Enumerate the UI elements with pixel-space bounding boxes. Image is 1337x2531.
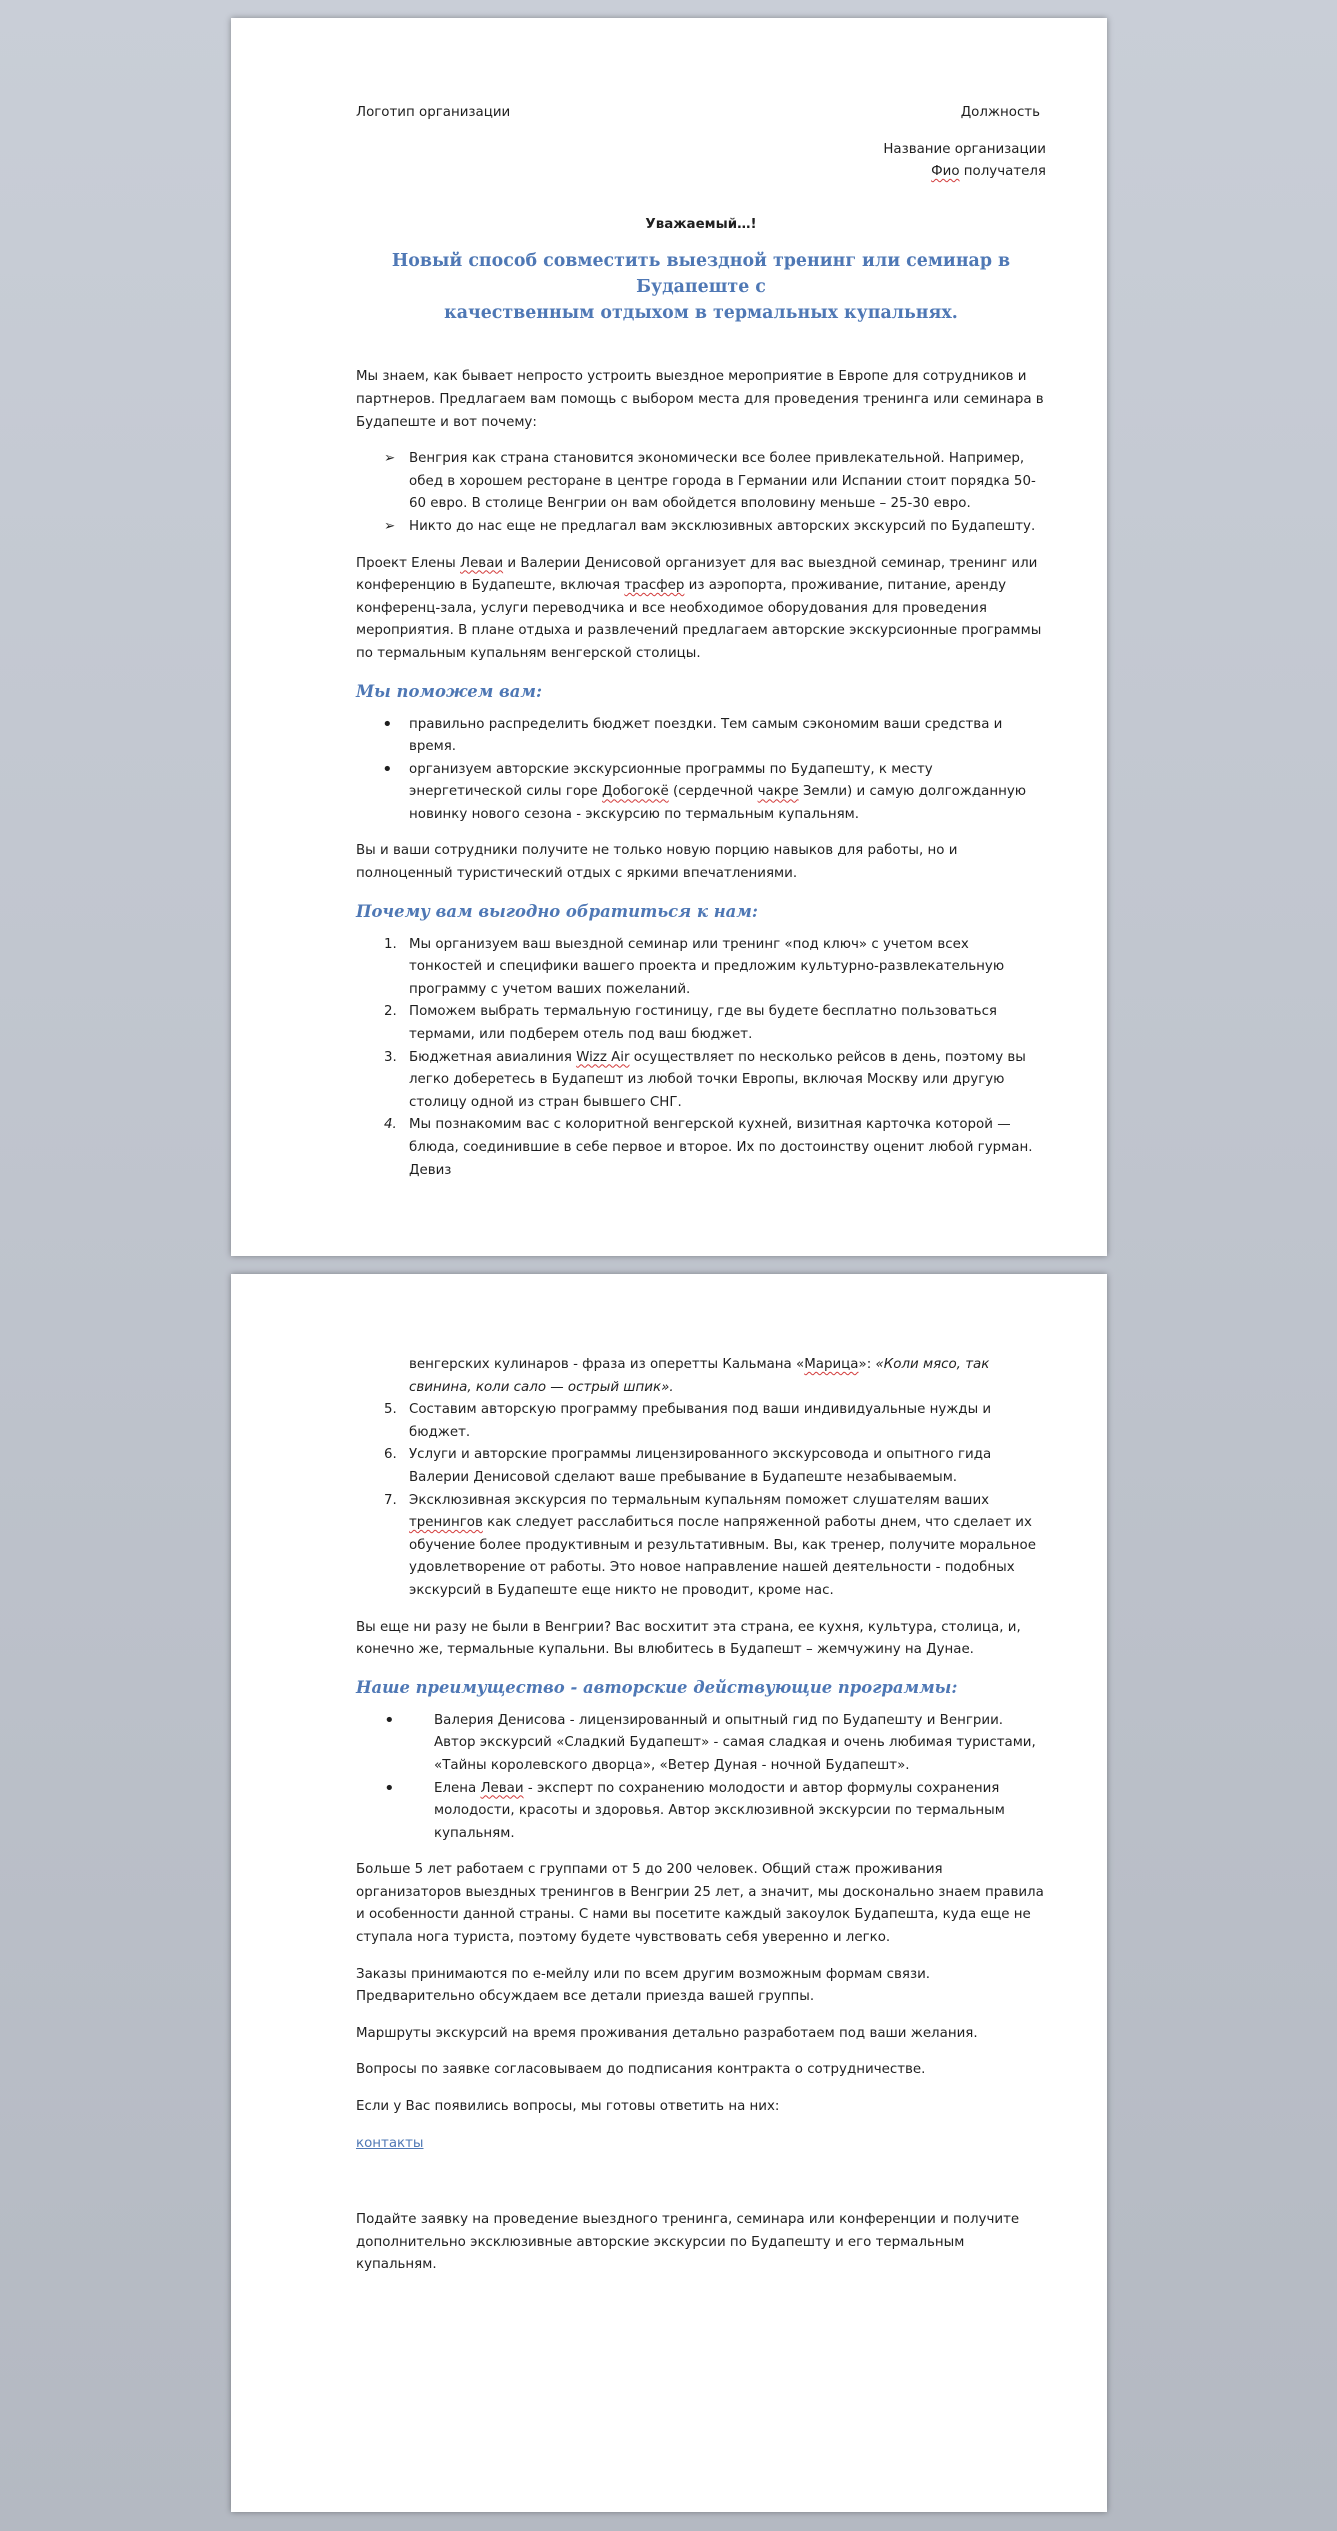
- greeting: Уважаемый…!: [645, 216, 757, 232]
- document-page-1: [231, 18, 1107, 1256]
- title-line-1: Новый способ совместить выездной тренинг или семинар в Будапеште с: [391, 251, 1011, 298]
- bullet-dot-icon: •: [382, 713, 393, 735]
- orders-paragraph: Заказы принимаются по е-мейлу или по всем другим возможным формам связи. Предварительно обсуждаем все детали приезда вашей группы.: [356, 1966, 931, 2005]
- help-list: [356, 714, 1046, 827]
- recipient-name: [356, 161, 1046, 184]
- list-item: [356, 448, 1046, 516]
- advantage-heading: Наше преимущество - авторские действующие программы:: [356, 1677, 958, 1697]
- logo-placeholder: Логотип организации: [356, 105, 511, 120]
- hungary-paragraph: Вы еще ни разу не были в Венгрии? Вас восхитит эта страна, ее кухня, культура, столица, и, конечно же, термальные купальни. Вы влюбитесь в Будапешт – жемчужину на Дунае.: [356, 1619, 1021, 1658]
- list-number: 6.: [384, 1447, 397, 1463]
- text-run: Бюджетная авиалиния: [409, 1049, 577, 1065]
- spellcheck-word: Леваи: [460, 555, 504, 571]
- help-heading: Мы поможем вам:: [356, 681, 543, 701]
- list-item: [356, 759, 1046, 827]
- text-run: организуем авторские экскурсионные программы по Будапешту, к месту энергетической силы горе: [409, 761, 933, 800]
- list-number: 7.: [384, 1492, 397, 1508]
- list-item: [356, 934, 1046, 1002]
- spellcheck-word: Добогокё: [602, 784, 669, 800]
- text-run: Елена: [434, 1780, 481, 1796]
- text-run: как следует расслабиться после напряженной работы днем, что сделает их обучение более продуктивным и результативным. Вы, как тренер, получите моральное удовлетворение от работы. Это новое направление нашей деятельности - подобных экскурсий в Будапеште еще никто не проводит, кроме нас.: [409, 1515, 1036, 1598]
- spellcheck-word: Wizz Air: [576, 1049, 630, 1065]
- spellcheck-word: Леваи: [480, 1780, 524, 1796]
- bullet-dot-icon: •: [384, 1709, 395, 1731]
- text-run: Эксклюзивная экскурсия по термальным купальням поможет слушателям ваших: [409, 1492, 990, 1508]
- spellcheck-word: Фио: [931, 164, 960, 180]
- project-paragraph: [356, 553, 1046, 666]
- list-number: 3.: [384, 1049, 397, 1065]
- arrow-bullet-icon: ➢: [384, 451, 396, 467]
- text-run: и Валерии Денисовой организует для вас выездной семинар, тренинг или конференцию в Будапеште, включая: [356, 555, 1038, 594]
- spellcheck-word: трасфер: [624, 578, 685, 594]
- list-number: 5.: [384, 1402, 397, 1418]
- list-item: [356, 1444, 1046, 1489]
- list-item-text: Мы организуем ваш выездной семинар или тренинг «под ключ» с учетом всех тонкостей и специфики вашего проекта и предложим культурно-развлекательную программу с учетом ваших пожеланий.: [409, 936, 1005, 997]
- contacts-link[interactable]: контакты: [356, 2135, 424, 2151]
- spellcheck-word: чакре: [757, 784, 799, 800]
- list-item: [356, 1047, 1046, 1115]
- list-number: 4.: [384, 1117, 397, 1133]
- recipient-text: получателя: [959, 164, 1046, 180]
- list-item-text: Составим авторскую программу пребывания под ваши индивидуальные нужды и бюджет.: [409, 1402, 992, 1440]
- experience-paragraph: Больше 5 лет работаем с группами от 5 до 200 человек. Общий стаж проживания организаторов выездных тренингов в Венгрии 25 лет, а значит, мы досконально знаем правила и особенности данной страны. С нами вы посетите каждый закоулок Будапешта, куда еще не ступала нога туриста, поэтому будете чувствовать себя уверенно и легко.: [356, 1862, 1044, 1946]
- list-item-text: Поможем выбрать термальную гостиницу, где вы будете бесплатно пользоваться термами, или подберем отель под ваш бюджет.: [409, 1004, 997, 1043]
- organization-name: Название организации: [883, 141, 1046, 157]
- document-page-2: [231, 1274, 1107, 2512]
- list-item: [356, 1710, 1046, 1778]
- document-title: [356, 248, 1046, 326]
- list-item-text: Мы познакомим вас с колоритной венгерской кухней, визитная карточка которой — блюда, соединившие в себе первое и второе. Их по достоинству оценит любой гурман. Девиз: [409, 1117, 1033, 1178]
- closing-paragraph: Подайте заявку на проведение выездного тренинга, семинара или конференции и получите дополнительно эксклюзивные авторские экскурсии по Будапешту и его термальным купальням.: [356, 2212, 1020, 2273]
- operetta-quote: «Коли мясо, так свинина, коли сало — острый шпик».: [409, 1357, 990, 1395]
- list-item: [356, 1490, 1046, 1603]
- list-number: 2.: [384, 1004, 397, 1020]
- spellcheck-word: Марица: [804, 1357, 859, 1372]
- why-list: [356, 934, 1046, 1183]
- list-item: [356, 1399, 1046, 1444]
- list-item: [356, 1114, 1046, 1182]
- bullet-dot-icon: •: [384, 1777, 395, 1799]
- list-item-text: Валерия Денисова - лицензированный и опытный гид по Будапешту и Венгрии. Автор экскурсий «Сладкий Будапешт» - самая сладкая и очень любимая туристами, «Тайны королевского дворца», «Ветер Дуная - ночной Будапешт».: [434, 1712, 1036, 1773]
- reasons-list: [356, 448, 1046, 538]
- letter-header-row: [356, 102, 1046, 125]
- routes-paragraph: Маршруты экскурсий на время проживания детально разработаем под ваши желания.: [356, 2025, 978, 2041]
- page-1-content: [356, 102, 1046, 1196]
- list-item: [356, 516, 1046, 539]
- list-item-text: Услуги и авторские программы лицензированного экскурсовода и опытного гида Валерии Денисовой сделают ваше пребывание в Будапеште незабываемым.: [409, 1447, 992, 1485]
- text-run: (сердечной: [668, 784, 758, 800]
- staff-paragraph: Вы и ваши сотрудники получите не только новую порцию навыков для работы, но и полноценный туристический отдых с яркими впечатлениями.: [356, 843, 958, 882]
- arrow-bullet-icon: ➢: [384, 518, 396, 534]
- list-item: [356, 714, 1046, 759]
- text-run: венгерских кулинаров - фраза из оперетты Кальмана «: [409, 1357, 805, 1372]
- questions-paragraph: Вопросы по заявке согласовываем до подписания контракта о сотрудничестве.: [356, 2062, 926, 2078]
- list-item: [356, 1778, 1046, 1846]
- text-run: - эксперт по сохранению молодости и автор формулы сохранения молодости, красоты и здоровья. Автор эксклюзивной экскурсии по термальным купальням.: [434, 1780, 1005, 1841]
- list-item-text: Никто до нас еще не предлагал вам эксклюзивных авторских экскурсий по Будапешту.: [409, 518, 1036, 534]
- list-item: [356, 1001, 1046, 1046]
- why-heading: Почему вам выгодно обратиться к нам:: [356, 901, 758, 921]
- text-run: из аэропорта, проживание, питание, аренду конференц-зала, услуги переводчика и все необходимое оборудования для проведения мероприятия. В плане отдыха и развлечений предлагаем авторские экскурсионные программы по термальным купальням венгерской столицы.: [356, 578, 1042, 661]
- list-item-text: Венгрия как страна становится экономически все более привлекательной. Например, обед в хорошем ресторане в центре города в Германии или Испании стоит порядка 50-60 евро. В столице Венгрии он вам обойдется вполовину меньше – 25-30 евро.: [409, 451, 1036, 512]
- bullet-dot-icon: •: [382, 758, 393, 780]
- intro-paragraph: Мы знаем, как бывает непросто устроить выездное мероприятие в Европе для сотрудников и партнеров. Предлагаем вам помощь с выбором места для проведения тренинга или семинара в Будапеште и вот почему:: [356, 369, 1044, 430]
- text-run: осуществляет по несколько рейсов в день, поэтому вы легко доберетесь в Будапешт из любой точки Европы, включая Москву или другую столицу одной из стран бывшего СНГ.: [409, 1049, 1026, 1110]
- why-list-continued: [356, 1399, 1046, 1602]
- text-run: Проект Елены: [356, 555, 460, 571]
- ask-paragraph: Если у Вас появились вопросы, мы готовы ответить на них:: [356, 2099, 780, 2115]
- spellcheck-word: тренингов: [409, 1515, 483, 1531]
- page-2-content: [356, 1354, 1046, 2291]
- list-item-text: правильно распределить бюджет поездки. Тем самым сэкономим ваши средства и время.: [409, 716, 1003, 755]
- text-run: »:: [858, 1357, 876, 1372]
- list-number: 1.: [384, 936, 397, 952]
- title-line-2: качественным отдыхом в термальных купальнях.: [444, 303, 958, 324]
- advantage-list: [356, 1710, 1046, 1846]
- spacer: [356, 2169, 1046, 2209]
- list-item-continuation: [356, 1354, 1046, 1399]
- position-placeholder: Должность: [960, 105, 1040, 120]
- text-run: Земли) и самую долгожданную новинку нового сезона - экскурсию по термальным купальням.: [409, 784, 1027, 822]
